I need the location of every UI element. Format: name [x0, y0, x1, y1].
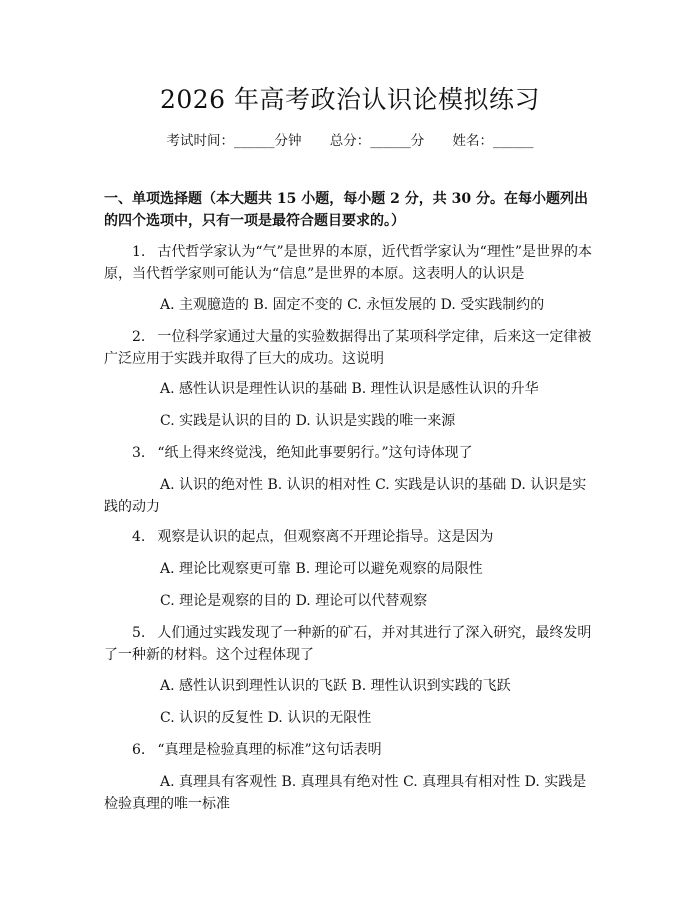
question-2-options-row-2: C. 实践是认识的目的 D. 认识是实践的唯一来源 [160, 413, 456, 429]
question-3 [104, 442, 600, 464]
question-1 [104, 241, 600, 285]
exam-info [0, 130, 700, 152]
question-number: 2. [132, 329, 146, 345]
question-number: 3. [132, 445, 146, 461]
question-number: 4. [132, 529, 146, 545]
exam-time: 考试时间：______分钟 [166, 133, 302, 149]
question-2 [104, 326, 600, 370]
question-stem: 一位科学家通过大量的实验数据得出了某项科学定律，后来这一定律被广泛应用于实践并取得了巨大的成功。这说明 [104, 329, 592, 367]
question-1-options: A. 主观臆造的 B. 固定不变的 C. 永恒发展的 D. 受实践制约的 [160, 297, 545, 313]
question-6-options: A. 真理具有客观性 B. 真理具有绝对性 C. 真理具有相对性 D. 实践是检验真理的唯一标准 [104, 774, 587, 812]
question-stem: “纸上得来终觉浅，绝知此事要躬行。”这句诗体现了 [157, 445, 473, 461]
question-4-options-row-2: C. 理论是观察的目的 D. 理论可以代替观察 [160, 593, 428, 609]
question-6 [104, 739, 600, 761]
question-4 [104, 526, 600, 548]
page-title: 2026 年高考政治认识论模拟练习 [159, 85, 541, 114]
question-4-options-row-1: A. 理论比观察更可靠 B. 理论可以避免观察的局限性 [160, 561, 483, 577]
question-stem: 古代哲学家认为“气”是世界的本原，近代哲学家认为“理性”是世界的本原，当代哲学家则可能认为“信息”是世界的本原。这表明人的认识是 [104, 244, 592, 282]
question-3-options: A. 认识的绝对性 B. 认识的相对性 C. 实践是认识的基础 D. 认识是实践的动力 [104, 477, 587, 515]
question-number: 5. [132, 625, 146, 641]
student-name: 姓名：______ [452, 133, 534, 149]
question-2-options-row-1: A. 感性认识是理性认识的基础 B. 理性认识是感性认识的升华 [160, 381, 539, 397]
question-stem: 观察是认识的起点，但观察离不开理论指导。这是因为 [157, 529, 494, 545]
question-number: 6. [132, 742, 146, 758]
total-score: 总分：______分 [329, 133, 425, 149]
question-5-options-row-2: C. 认识的反复性 D. 认识的无限性 [160, 710, 372, 726]
question-5-options-row-1: A. 感性认识到理性认识的飞跃 B. 理性认识到实践的飞跃 [160, 678, 511, 694]
question-5 [104, 622, 600, 666]
question-number: 1. [132, 244, 146, 260]
section-heading: 一、单项选择题（本大题共 15 小题，每小题 2 分，共 30 分。在每小题列出的四个选项中，只有一项是最符合题目要求的。） [104, 191, 588, 229]
question-stem: “真理是检验真理的标准”这句话表明 [157, 742, 382, 758]
question-stem: 人们通过实践发现了一种新的矿石，并对其进行了深入研究，最终发明了一种新的材料。这个过程体现了 [104, 625, 592, 663]
